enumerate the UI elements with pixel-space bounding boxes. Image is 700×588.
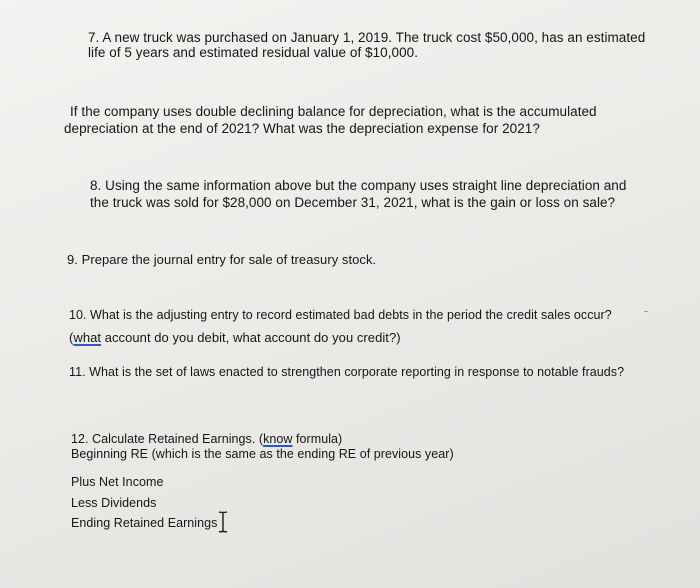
q10-line-2 <box>69 329 401 347</box>
q9-line-1: 9. Prepare the journal entry for sale of treasury stock. <box>67 252 377 267</box>
q7-followup-line-1: If the company uses double declining balance for depreciation, what is the accumulated <box>70 104 597 119</box>
q7-line-2: life of 5 years and estimated residual value of $10,000. <box>88 45 419 60</box>
q12-line-1-start: 12. Calculate Retained Earnings. ( <box>71 432 264 446</box>
q12-line-1-end: formula) <box>292 432 343 446</box>
q12-line-3: Plus Net Income <box>71 475 164 489</box>
q12-underlined-word: know <box>263 432 293 446</box>
q12-line-4: Less Dividends <box>71 496 157 510</box>
q12-line-5: Ending Retained Earnings <box>71 516 218 530</box>
q11-line-1: 11. What is the set of laws enacted to strengthen corporate reporting in response to notable frauds? <box>69 365 625 379</box>
q7-followup-line-2: depreciation at the end of 2021? What was the depreciation expense for 2021? <box>64 121 540 136</box>
q8-line-1: 8. Using the same information above but the company uses straight line depreciation and <box>90 178 627 193</box>
q7-line-1: 7. A new truck was purchased on January 1, 2019. The truck cost $50,000, has an estimated <box>88 30 646 45</box>
stray-mark <box>644 311 648 312</box>
text-cursor-icon <box>218 511 228 533</box>
q12-line-2: Beginning RE (which is the same as the ending RE of previous year) <box>71 447 454 461</box>
q10-underlined-word: what <box>73 330 102 345</box>
q10-line-1: 10. What is the adjusting entry to record estimated bad debts in the period the credit sales occur? <box>69 308 612 322</box>
q10-open-paren: ( <box>69 330 74 345</box>
q10-line-2-rest: account do you debit, what account do you credit?) <box>101 330 401 345</box>
q8-line-2: the truck was sold for $28,000 on December 31, 2021, what is the gain or loss on sale? <box>90 195 616 210</box>
